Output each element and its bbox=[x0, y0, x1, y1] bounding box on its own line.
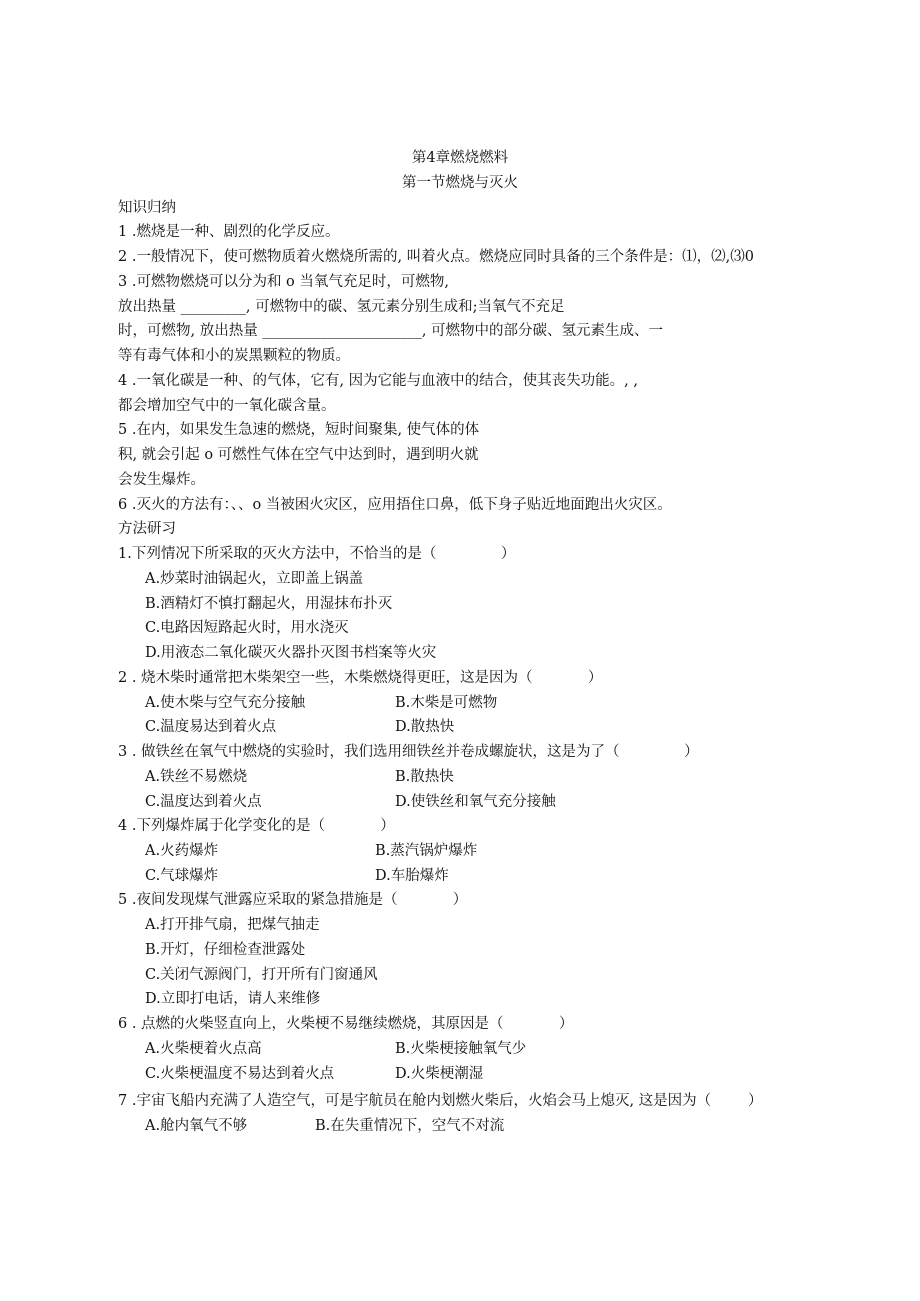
knowledge-line: 积, 就会引起 o 可燃性气体在空气中达到时，遇到明火就 bbox=[118, 447, 479, 463]
question-option: B.开灯，仔细检查泄露处 bbox=[145, 942, 306, 958]
question-stem: 4 .下列爆炸属于化学变化的是（ ） bbox=[118, 818, 395, 834]
question-stem: 6 . 点燃的火柴竖直向上，火柴梗不易继续燃烧，其原因是（ ） bbox=[118, 1016, 574, 1032]
question-option: B.散热快 bbox=[395, 769, 454, 785]
question-option: D.用液态二氧化碳灭火器扑灭图书档案等火灾 bbox=[145, 645, 437, 661]
knowledge-line: 都会增加空气中的一氧化碳含量。 bbox=[118, 398, 336, 414]
chapter-title: 第4章燃烧燃料 bbox=[411, 150, 509, 166]
question-option: B.酒精灯不慎打翻起火，用湿抹布扑灭 bbox=[145, 596, 393, 612]
question-stem: 5 .夜间发现煤气泄露应采取的紧急措施是（ ） bbox=[118, 892, 468, 908]
knowledge-line: 2 .一般情况下，使可燃物质着火燃烧所需的, 叫着火点。燃烧应同时具备的三个条件是：⑴，⑵,⑶0 bbox=[118, 249, 754, 265]
question-option: B.木柴是可燃物 bbox=[395, 695, 498, 711]
knowledge-line: 1 .燃烧是一种、剧烈的化学反应。 bbox=[118, 224, 340, 240]
knowledge-line: 3 .可燃物燃烧可以分为和 o 当氧气充足时，可燃物, bbox=[118, 274, 449, 290]
question-option: B.在失重情况下，空气不对流 bbox=[315, 1118, 505, 1134]
section-title: 第一节燃烧与灭火 bbox=[402, 175, 518, 191]
question-option: A.火药爆炸 bbox=[145, 843, 219, 859]
question-option: D.使铁丝和氧气充分接触 bbox=[395, 794, 556, 810]
knowledge-line: 4 .一氧化碳是一种、的气体，它有, 因为它能与血液中的结合，使其丧失功能。, , bbox=[118, 373, 638, 389]
knowledge-line: 等有毒气体和小的炭黑颗粒的物质。 bbox=[118, 348, 350, 364]
question-option: C.温度达到着火点 bbox=[145, 794, 262, 810]
question-option: B.蒸汽锅炉爆炸 bbox=[375, 843, 478, 859]
question-option: C.关闭气源阀门，打开所有门窗通风 bbox=[145, 967, 378, 983]
question-option: A.铁丝不易燃烧 bbox=[145, 769, 248, 785]
question-option: B.火柴梗接触氧气少 bbox=[395, 1041, 527, 1057]
knowledge-heading: 知识归纳 bbox=[118, 200, 176, 216]
question-option: A.炒菜时油锅起火，立即盖上锅盖 bbox=[145, 571, 364, 587]
question-stem: 2 . 烧木柴时通常把木柴架空一些，木柴燃烧得更旺，这是因为（ ） bbox=[118, 670, 603, 686]
question-option: D.立即打电话，请人来维修 bbox=[145, 991, 321, 1007]
knowledge-line: 时，可燃物, 放出热量 ______________________, 可燃物中的部分碳、氢元素生成、一 bbox=[118, 323, 664, 339]
question-option: D.火柴梗潮湿 bbox=[395, 1066, 484, 1082]
question-option: C.气球爆炸 bbox=[145, 868, 219, 884]
question-option: C.温度易达到着火点 bbox=[145, 719, 277, 735]
question-option: A.火柴梗着火点高 bbox=[145, 1041, 262, 1057]
knowledge-line: 会发生爆炸。 bbox=[118, 472, 205, 488]
question-stem: 1.下列情况下所采取的灭火方法中，不恰当的是（ ） bbox=[118, 546, 516, 562]
method-heading: 方法研习 bbox=[118, 521, 176, 537]
knowledge-line: 5 .在内，如果发生急速的燃烧，短时间聚集, 使气体的体 bbox=[118, 422, 480, 438]
question-stem: 3 . 做铁丝在氧气中燃烧的实验时，我们选用细铁丝并卷成螺旋状，这是为了（ ） bbox=[118, 744, 699, 760]
question-option: A.使木柴与空气充分接触 bbox=[145, 695, 306, 711]
question-option: A.打开排气扇，把煤气抽走 bbox=[145, 917, 320, 933]
question-stem: 7 .宇宙飞船内充满了人造空气，可是宇航员在舱内划燃火柴后，火焰会马上熄灭, 这是因为（ ） bbox=[118, 1093, 763, 1109]
question-option: D.散热快 bbox=[395, 719, 455, 735]
knowledge-line: 放出热量 _________, 可燃物中的碳、氢元素分别生成和;当氧气不充足 bbox=[118, 299, 565, 315]
question-option: D.车胎爆炸 bbox=[375, 868, 449, 884]
knowledge-line: 6 .灭火的方法有：、、o 当被困火灾区，应用捂住口鼻，低下身子贴近地面跑出火灾区。 bbox=[118, 497, 672, 513]
question-option: C.电路因短路起火时，用水浇灭 bbox=[145, 620, 349, 636]
question-option: A.舱内氧气不够 bbox=[145, 1118, 248, 1134]
question-option: C.火柴梗温度不易达到着火点 bbox=[145, 1066, 335, 1082]
